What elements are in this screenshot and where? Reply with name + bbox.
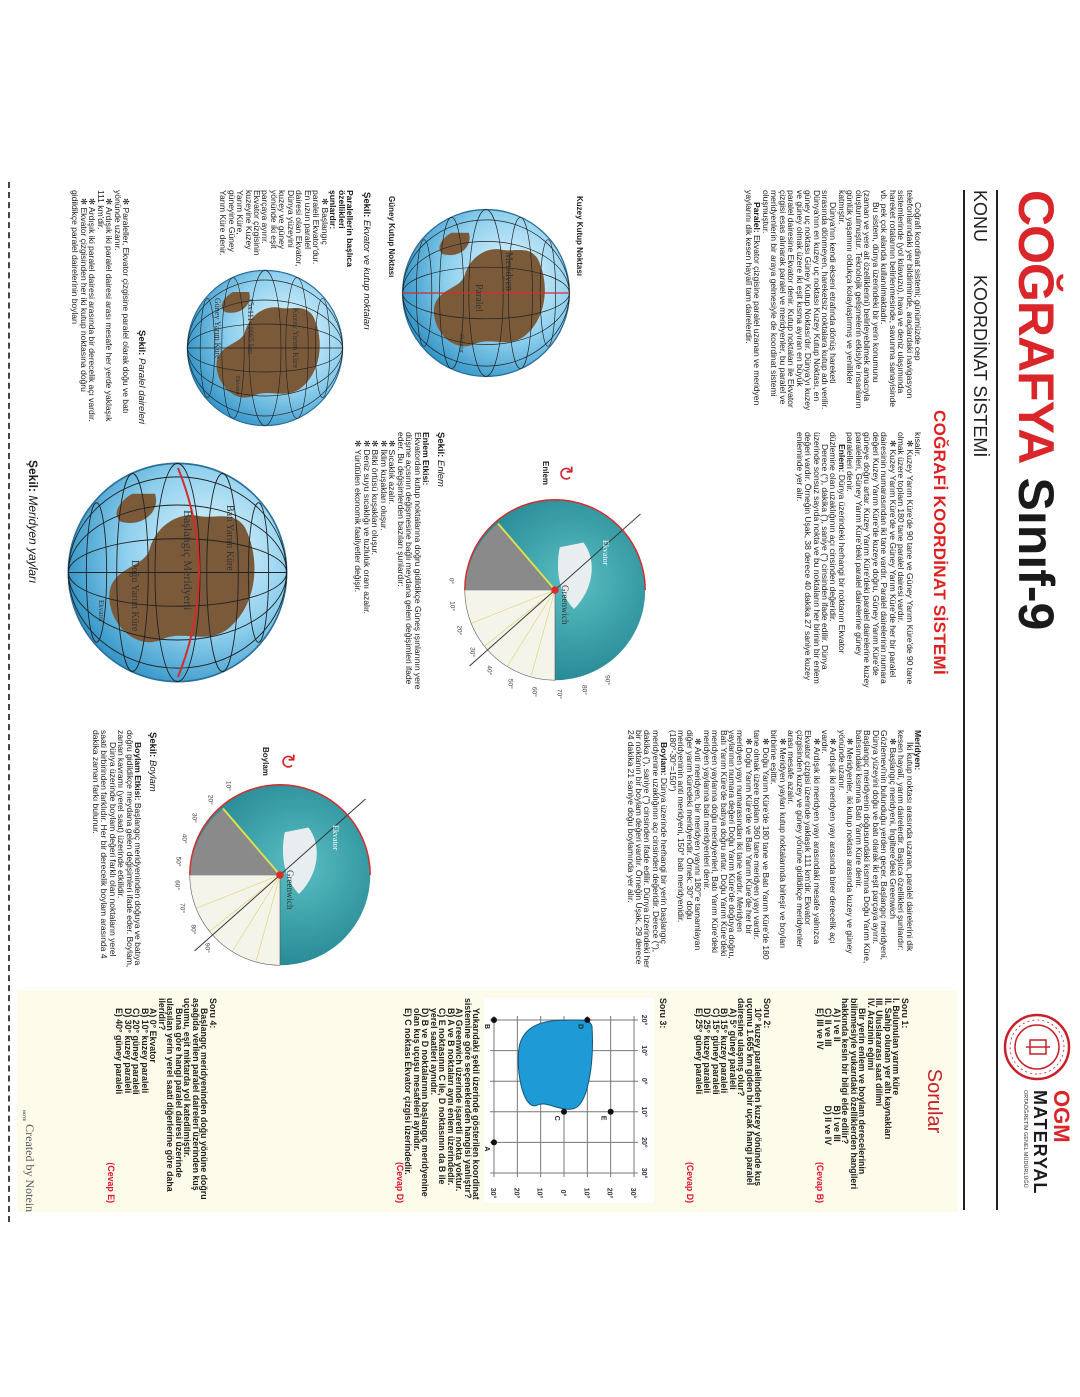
label-equator: Ekvator xyxy=(458,334,464,353)
lat-tick-label: 10° xyxy=(582,1187,590,1199)
topic-name: KOORDİNAT SİSTEMİ xyxy=(970,275,990,458)
paragraph-text: Ekvatordan kutup noktalarına doğru gidildikçe Güneş ışınlarının yere düşme açısının değişmesine bağlı meydana gelen değişimleri ifade eder. Bu değişimlerden bazıları şunlardır: xyxy=(395,432,423,690)
boylam-effect xyxy=(91,730,142,968)
paragraph xyxy=(914,432,922,694)
paragraph xyxy=(113,190,130,425)
caption-text: Boylam xyxy=(147,757,158,792)
paragraph-text: ✻ Deniz suyu sıcaklığı ve tuzluluk oranı azalır. xyxy=(361,440,372,614)
label-north-pole: Kuzey Kutup Noktası xyxy=(575,196,584,277)
label-distance: 15x111=1665 km xyxy=(246,298,255,355)
option[interactable]: C) 15° güney paraleli xyxy=(711,1008,721,1095)
degree-tick-label: 80° xyxy=(580,684,588,695)
paragraph xyxy=(846,432,897,694)
paragraph xyxy=(914,730,922,968)
answer: (Cevap E) xyxy=(106,1162,116,1203)
statement: II. Sahip olunan yer altı kaynakları xyxy=(883,998,893,1140)
paragraph-text: ✻ Kuzey Yarım Küre'de 90 tane ve Güney Yarım Küre'de 90 tane olmak üzere toplam 180 tane paralel dairesi vardır. xyxy=(896,432,915,685)
degree-tick-label: 50° xyxy=(174,856,182,867)
parallels-intro xyxy=(219,190,354,268)
label-greenwich: Greenwich xyxy=(285,870,295,910)
lat-tick-label: 30° xyxy=(489,1187,497,1199)
paragraph xyxy=(422,432,430,694)
coordinate-grid-figure xyxy=(485,998,655,1203)
lat-tick-label: 0° xyxy=(559,1189,567,1197)
grade-title: Sınıf-9 xyxy=(1008,477,1064,631)
point-label: B xyxy=(483,1024,491,1030)
degree-tick-label: 60° xyxy=(530,686,538,697)
paragraph-lead: Enlem: xyxy=(836,444,847,473)
label-equator: Ekvator xyxy=(97,600,105,623)
option[interactable]: D) II ve IV xyxy=(823,1105,834,1146)
paragraph xyxy=(117,730,142,968)
paragraph-text: ✻ Ardışık iki paralel dairesi arasında bir derecelik açı vardır. xyxy=(87,198,98,422)
paragraph xyxy=(668,730,702,968)
option[interactable]: A) Greenwich üzerinde işaretli nokta yoktur. xyxy=(454,1008,465,1192)
label-prime-meridian: Başlangıç Meridyeni xyxy=(181,510,195,611)
option[interactable]: E) C noktası Ekvator çizgisi üzerindedir. xyxy=(403,1008,414,1175)
cutaway-globe-illustration xyxy=(185,780,375,970)
degree-tick-label: 0° xyxy=(447,577,455,585)
paragraph-lead: Paralellerin başlıca özellikleri şunlardır: xyxy=(328,190,355,267)
point-E xyxy=(608,1109,614,1115)
paragraph-text: Başlangıç meridyeninden doğuya ve batıya doğru gidildikçe meydana gelen değişimleri ifade eder. Boylam, zaman kavramı (yerel saat) üzerinde etkilidir. xyxy=(116,730,143,968)
statement: III. Uluslararası saat dilimi xyxy=(874,998,885,1107)
paragraph-text: ✻ Doğu Yarım Küre'de 180 tane ve Batı Yarım Küre'de 180 tane olmak üzere toplam 360 tane meridyen yayı vardır. xyxy=(752,730,771,960)
statement: I. Bulunulan yarım küre xyxy=(891,998,902,1096)
lat-tick-label: 20° xyxy=(606,1187,614,1199)
paragraph-text: Coğrafi koordinat sistemi; günümüzde cep telefonlarındaki yer bildiriminde, araçlardaki navigasyon sistemlerinde (yol kılavuzu), hava ve deniz ulaşımında hareket rotalarının belirlenmesinde, savunma sanayisinde vb. pek çok alanda kullanılmaktadır. xyxy=(879,190,923,407)
subject-title: COĞRAFYA xyxy=(1008,190,1064,464)
option[interactable]: D) 25° kuzey paraleli xyxy=(702,1008,713,1094)
paragraph-text: ✻ Yürütülen ekonomik faaliyetler değişir. xyxy=(353,440,364,593)
topic-line xyxy=(968,190,992,485)
paragraph xyxy=(91,730,116,968)
paragraph xyxy=(837,730,854,968)
caption-text: Ekvator ve kutup noktaları xyxy=(361,217,372,330)
paragraph-lead: Boylam Etkisi: xyxy=(133,742,143,801)
paragraph-text: ✻ Meridyenler, iki kutup noktası arasında kuzey ve güney yönünde uzanır. xyxy=(836,730,856,954)
degree-tick-label: 90° xyxy=(603,675,611,685)
paragraph xyxy=(837,190,879,412)
topic-label: KONU xyxy=(970,190,990,243)
landmass-shape xyxy=(519,1020,593,1109)
paragraph xyxy=(71,190,88,425)
notein-text: Created by Notein xyxy=(23,1124,37,1213)
degree-tick-label: 40° xyxy=(180,833,188,844)
paragraph xyxy=(854,730,896,968)
figure-enlem xyxy=(447,455,650,705)
paragraph xyxy=(744,190,761,412)
paragraph xyxy=(329,190,354,268)
point-B xyxy=(492,1017,498,1023)
option[interactable]: B) A ve B noktaları aynı enlem üzerindedir. xyxy=(446,1008,456,1186)
questions-panel xyxy=(17,990,957,1212)
label-enlem-arrow: Enlem xyxy=(541,461,550,486)
option[interactable]: D) B ve D noktalarının başlangıç meridyenine olan kuş uçuşu mesafeleri aynıdır. xyxy=(412,1008,431,1197)
ministry-seal-icon xyxy=(1002,1012,1072,1082)
degree-tick-label: 90° xyxy=(203,942,211,953)
caption-lead: Şekil: xyxy=(26,460,40,493)
answer: (Cevap D) xyxy=(685,1161,696,1203)
paragraph-lead: Meridyen: xyxy=(913,730,923,771)
paragraph-text: Bu sistem, dünya üzerindeki bir yerin konumunu (zaman ve yere ait özelliklerini) belirleyebilmek amacıyla oluşturulmuştur. Teknolojik gelişmelerin etkisiyle insanların günlük yaşamını oldukça kolaylaştırmış ve yenilikler katmıştır. xyxy=(836,190,881,409)
answer: (Cevap B) xyxy=(815,1161,825,1203)
degree-tick-label: 10° xyxy=(225,780,232,791)
globe-illustration xyxy=(65,460,290,685)
question-label: Soru 2: xyxy=(762,998,772,1029)
degree-tick-label: 20° xyxy=(455,625,463,636)
option[interactable]: B) 15° kuzey paraleli xyxy=(719,1008,730,1094)
paragraph xyxy=(770,730,787,968)
paragraph-text: ✻ Ardışık iki meridyen yayı arasında birer derecelik açı vardır. xyxy=(820,730,839,944)
question-label: Soru 4: xyxy=(208,998,218,1029)
paragraph xyxy=(702,730,753,968)
point-C xyxy=(562,1109,568,1115)
label-south-pole: Güney Kutup Noktası xyxy=(387,196,396,278)
section-title: COĞRAFİ KOORDİNAT SİSTEMİ xyxy=(930,410,949,676)
label-equator: Ekvator xyxy=(234,376,240,395)
paragraph-lead: Boylam: xyxy=(659,742,670,776)
option[interactable]: C) 20° güney paraleli xyxy=(131,1008,142,1095)
paragraph xyxy=(219,190,329,268)
figure-meridians xyxy=(50,440,290,700)
paragraph-text: Ekvator çizgisine paralel uzanan ve meridyen yaylarını dik kesen hayalî tam dairelerdir. xyxy=(743,190,763,406)
question-2 xyxy=(686,998,771,1203)
degree-tick-label: 30° xyxy=(190,812,198,823)
paragraph-text: Dünya'nın kendi ekseni etrafında dönüş hareketi sırasında dönmeyen, hareketsiz noktalara kutup adı verilir. Dünya'nın en kuzey uç noktası Kuzey Kutup Noktası, en güney uç noktası Güney Kutup Noktası'dır. Dünya'yı kuzey ve güney olmak üzere iki eşit kısma ayıran en büyük paralel dairesine Ekvator denir. Kutup noktaları ile Ekvator çizgisi esas alınarak paralel ve meridyenler, bu paralel ve meridyenlerin bir araya gelmesiyle de koordinat sistemi oluşmuştur. xyxy=(760,190,839,411)
degree-tick-label: 80° xyxy=(189,924,197,935)
question-4 xyxy=(107,998,218,1203)
paragraph-text: ✻ Doğu Yarım Küre'de ve Batı Yarım Küre'de her bir meridyen yayı numarasından iki tane vardır. Meridyen yaylarının numara değeri Doğu Yarım Küre'de doğuya doğru, Batı Yarım Küre'de batıya doğru artar. Doğu Yarım Küre'deki meridyen yaylarına doğu meridyenleri, Batı Yarım Küre'deki meridyen yaylarına batı meridyenleri denir. xyxy=(701,730,754,959)
logo-materyal: MATERYAL xyxy=(1030,1090,1050,1195)
paragraph xyxy=(897,730,914,968)
option[interactable]: A) 5° güney paraleli xyxy=(728,1008,738,1090)
option[interactable]: B) 10° kuzey paraleli xyxy=(140,1008,150,1094)
paragraph xyxy=(753,730,770,968)
parallels-enlem-text xyxy=(795,432,922,694)
label-meridian: Meridyen xyxy=(503,252,514,291)
paragraph-text: ✻ Başlangıç paraleli Ekvator'dur. En uzun paralel dairesi olan Ekvator, Dünya yüzeyini kuzey ve güney yönünde iki eşit parçaya ayırır. Ekvator çizgisinin kuzeyine Kuzey Yarım Küre, güneyine Güney Yarım Küre denir. xyxy=(218,190,330,267)
degree-tick-label: 50° xyxy=(506,678,514,689)
notein-watermark xyxy=(22,1110,37,1212)
paragraph-text: ✻ Bitki örtüsü kuşakları oluşur. xyxy=(370,440,381,555)
paragraph-text: Dünya üzerindeki herhangi bir noktanın Ekvator düzlemine olan uzaklığının açı cinsinden değeridir. xyxy=(828,432,847,654)
option[interactable]: E) 40° güney paraleli xyxy=(114,1008,125,1095)
rotation-arrow-icon: ↻ xyxy=(276,753,298,770)
degree-tick-label: 30° xyxy=(468,647,476,658)
meridians-caption xyxy=(26,460,40,583)
paragraph xyxy=(354,432,362,694)
paragraph xyxy=(795,432,829,694)
figure2-caption xyxy=(136,330,147,424)
option[interactable]: A) 0° Ekvator xyxy=(148,1008,159,1063)
caption-lead: Şekil: xyxy=(361,192,372,218)
paragraph-text: ✻ Anti meridyen, bir meridyen yayını 180°'e tamamlayan diğer yarım küredeki meridyendir. Örnek: 30° doğu meridyeninin anti meridyeni, 150° batı meridyenidir. (180°-30°=150°) xyxy=(667,730,704,951)
label-equator: Ekvator xyxy=(601,540,610,566)
label-south-hemisphere: Güney Yarım Küre xyxy=(213,298,222,359)
point-D xyxy=(585,1017,591,1023)
paragraph-text: kısalır. xyxy=(913,432,923,457)
label-equator: Ekvator xyxy=(331,825,340,851)
parallels-bullets xyxy=(71,190,130,425)
figure1-caption xyxy=(361,192,372,330)
paragraph-text: ✻ İklim kuşakları oluşur. xyxy=(378,440,389,531)
question-label: Soru 1: xyxy=(900,998,910,1029)
label-parallel: Paralel xyxy=(473,284,484,312)
caption-text: Paralel daireleri xyxy=(136,355,147,425)
rotation-arrow-icon: ↻ xyxy=(554,465,576,482)
option[interactable]: E) 25° güney paraleli xyxy=(694,1008,704,1095)
option[interactable]: C) II ve III xyxy=(823,1008,834,1047)
meridian-boylam-text xyxy=(626,730,922,968)
paragraph-text: Derece (°), dakika ('), saniye (") cinsinden ifade edilir. Dünya üzerinde sonsuz sayıda nokta ve bu noktaların her birinin bir enlem değeri vardır. Örneğin Uşak, 38 derece 40 dakika 27 saniye kuzey enleminde yer alır. xyxy=(794,432,831,684)
lon-tick-label: 30° xyxy=(640,1167,648,1179)
paragraph-text: ✻ Kuzey Yarım Küre'de ve Güney Yarım Küre'de her bir paralel dairesinin numarasından iki tane vardır. Paralel dairelerinin numara değeri Kuzey Yarım Küre'de kuzeye doğru, Güney Yarım Küre'de güneye doğru artar. Kuzey Yarım Küre'deki paralel dairelerine kuzey paralelleri, Güney Yarım Küre'deki paralel dairelerine güney paralelleri denir. xyxy=(845,432,898,688)
paragraph xyxy=(96,190,113,425)
paragraph xyxy=(897,432,914,694)
paragraph xyxy=(626,730,668,968)
question-1 xyxy=(816,998,910,1203)
enlem-caption xyxy=(435,432,446,487)
paragraph xyxy=(396,432,421,694)
paragraph-text: ✻ Ardışık iki meridyen yayı arasındaki mesafe yalnızca Ekvator çizgisi üzerinde yaklaşık 111 km'dir. Ekvator çizgisinden kuzey ve güney yönüne gidildikçe meridyenler arası mesafe azalır. xyxy=(786,730,822,948)
point-label: A xyxy=(483,1146,491,1152)
enlem-effect xyxy=(354,432,430,694)
option[interactable]: E) III ve IV xyxy=(815,1008,825,1050)
lon-tick-label: 10° xyxy=(640,1106,648,1118)
lon-tick-label: 20° xyxy=(640,1014,648,1026)
notein-badge: NOTE xyxy=(22,1110,27,1122)
figure-parallels xyxy=(150,268,350,428)
caption-text: Meridyen yayları xyxy=(26,492,40,584)
figure-equator-poles xyxy=(384,192,584,422)
header-divider-top xyxy=(996,190,998,1210)
degree-tick-label: 20° xyxy=(206,794,214,805)
lat-tick-label: 20° xyxy=(512,1187,520,1199)
lon-tick-label: 0° xyxy=(640,1077,648,1085)
intro-text xyxy=(744,190,922,412)
title-row xyxy=(1008,190,1064,630)
paragraph xyxy=(829,432,846,694)
degree-tick-label: 70° xyxy=(178,903,186,914)
question-stem: 10° kuzey paralelinden kuzey yönünde kuş uçumu 1.665 km giden bir uçak hangi paralel dairesine ulaşmış olur? xyxy=(736,998,764,1187)
label-west-hemisphere: Batı Yarım Küre xyxy=(224,505,235,571)
paragraph-text: ✻ Başlangıç meridyeni, İngiltere'deki Greenwich Gözlemevi'nin bulunduğu yerden geçer. Başlangıç meridyeni, Dünya yüzeyini doğu ve batı olarak iki eşit parçaya ayırır. Başlangıç meridyenin doğusundaki kısmına Doğu Yarım Küre, batısındaki kısmına Batı Yarım Küre denir. xyxy=(853,730,898,964)
paragraph-text: Dünya üzerinde herhangi bir yerin başlangıç meridyenine uzaklığının açı cinsinden değeridir. Derece (°), dakika ('), saniye (") cinsinden ifade edilir. Dünya üzerindeki her bir noktanın bir boylam değeri vardır. Örneğin Uşak, 29 derece 24 dakika 21 saniye doğu boylamında yer alır. xyxy=(625,730,670,968)
paragraph-text: ✻ Ekvator çizgisinden her iki kutup noktasına doğru gidildikçe paralel dairelerinin boyları xyxy=(70,190,89,392)
label-north-hemisphere: Kuzey Yarım Küre xyxy=(291,308,300,369)
globe-illustration xyxy=(180,268,350,428)
point-label: D xyxy=(576,1024,584,1030)
caption-lead: Şekil: xyxy=(147,732,158,758)
question-label: Soru 3: xyxy=(658,998,668,1029)
lat-tick-label: 30° xyxy=(629,1187,637,1199)
question-stem: Buna göre hangi paralel dairesi üzerinde ulaşılan yerin yerel saati diğerlerine göre daha ileridir? xyxy=(157,998,184,1192)
header-divider-bottom xyxy=(963,190,965,1210)
globe-illustration xyxy=(400,207,572,379)
questions-title: Sorular xyxy=(923,1068,945,1134)
lon-tick-label: 10° xyxy=(640,1045,648,1056)
question-stem: Bir yerin enlem ve boylam derecelerinin bilinmesiyle yukarıdaki özelliklerden hangileri hakkında kesin bir bilgi elde edilir? xyxy=(840,998,868,1190)
paragraph-text: ✻ Ardışık iki paralel dairesi arası mesafe her yerde yaklaşık 111 km'dir. xyxy=(95,190,115,422)
degree-tick-label: 40° xyxy=(485,665,493,676)
ogm-logo xyxy=(1000,1012,1074,1212)
degree-tick-label: 10° xyxy=(448,601,456,611)
cutaway-globe-illustration xyxy=(460,495,650,685)
option[interactable]: A) I ve II xyxy=(832,1008,842,1042)
degree-tick-label: 70° xyxy=(555,688,563,699)
paragraph-text: ✻ Paraleller, Ekvator çizgisine paralel olarak doğu ve batı yönünde uzanır. xyxy=(112,190,131,414)
paragraph xyxy=(761,190,837,412)
paragraph-text: ✻ Sıcaklık azalır. xyxy=(387,440,398,505)
figure-boylam xyxy=(165,745,380,970)
lon-tick-label: 20° xyxy=(640,1137,648,1148)
paragraph xyxy=(362,432,370,694)
degree-tick-label: 60° xyxy=(174,880,181,891)
option[interactable]: C) E noktasının C ile, D noktasının da B ile yerel saatleri aynıdır. xyxy=(429,1008,448,1185)
option[interactable]: D) 30° kuzey paraleli xyxy=(123,1008,133,1094)
paragraph-lead: Enlem Etkisi: xyxy=(421,432,431,486)
paragraph-text: İki kutup noktası arasında uzanan, paralel dairelerini dik kesen hayalî, yarım dairelerdir. Başlıca özellikleri şunlardır: xyxy=(896,730,915,952)
paragraph xyxy=(88,190,96,425)
paragraph-text: Dünya üzerinde boylam değeri farklı olan noktaların yerel saati birbirinden farklıdır. Her bir derecelik boylam arasında 4 dakika zaman farkı bulunur. xyxy=(90,730,118,959)
label-boylam-arrow: Boylam xyxy=(261,747,270,776)
paragraph-text: ✻ Meridyen yayları kutup noktalarında birleşir ve boyları birbirine eşittir. xyxy=(769,730,788,949)
caption-lead: Şekil: xyxy=(136,330,147,356)
label-greenwich: Greenwich xyxy=(560,585,570,625)
question-stem: Başlangıç meridyeninden doğu yönüne doğru aşağıda verilen paralel daireleri üzerinden kuş uçumu, eşit miktarda yol katedilmiştir. xyxy=(182,998,210,1200)
logo-subtitle: ORTAÖĞRETİM GENEL MÜDÜRLÜĞÜ xyxy=(1022,1090,1028,1188)
boylam-caption xyxy=(147,732,158,792)
paragraph xyxy=(371,432,379,694)
label-east-hemisphere: Doğu Yarım Küre xyxy=(129,560,140,632)
option[interactable]: B) I ve III xyxy=(832,1105,842,1142)
page-bottom-dashed-line xyxy=(8,182,10,1222)
answer: (Cevap D) xyxy=(395,1161,405,1203)
paragraph xyxy=(379,432,387,694)
caption-lead: Şekil: xyxy=(435,432,446,458)
logo-ogm: OGM xyxy=(1049,1090,1074,1143)
paragraph xyxy=(880,190,922,412)
question-stem: Yukarıdaki şekil üzerinde gösterilen koordinat sistemine göre seçeneklerden hangisi yanlıştır? xyxy=(463,998,482,1200)
paragraph xyxy=(821,730,838,968)
lat-tick-label: 10° xyxy=(536,1187,544,1199)
point-label: E xyxy=(600,1115,608,1121)
statement: IV. Arazinin eğimi xyxy=(866,998,876,1071)
question-3 xyxy=(396,998,668,1203)
point-label: C xyxy=(553,1115,561,1121)
paragraph xyxy=(787,730,821,968)
paragraph-lead: Paralel: xyxy=(752,202,763,233)
point-A xyxy=(492,1139,498,1145)
caption-text: Enlem xyxy=(435,457,446,487)
